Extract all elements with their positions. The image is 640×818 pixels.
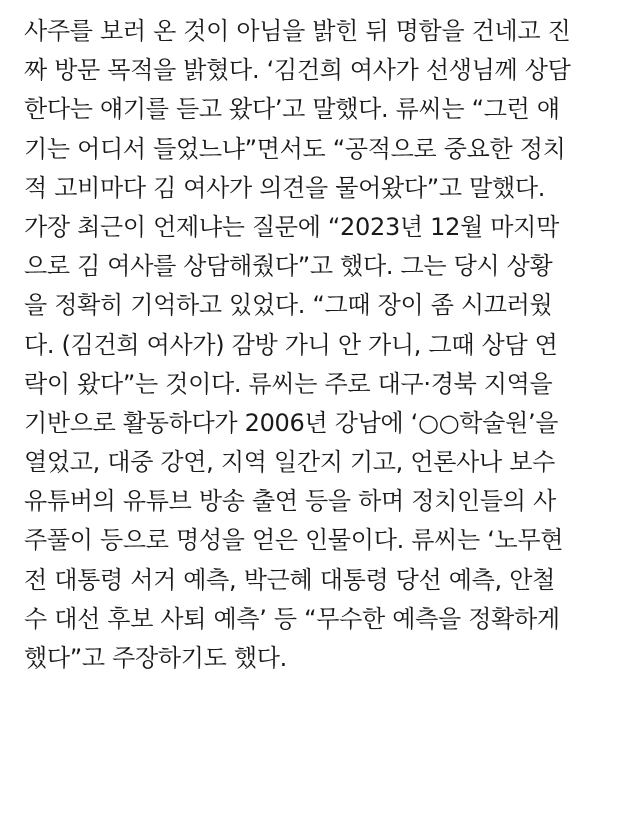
text-line: 열었고, 대중 강연, 지역 일간지 기고, 언론사나 보수 bbox=[24, 448, 555, 477]
text-line: 했다”고 주장하기도 했다. bbox=[24, 644, 287, 672]
text-line: 가장 최근이 언제냐는 질문에 “2023년 12월 마지막 bbox=[24, 212, 559, 241]
text-line: 유튜버의 유튜브 방송 출연 등을 하며 정치인들의 사 bbox=[24, 487, 556, 516]
text-line: 수 대선 후보 사퇴 예측’ 등 “무수한 예측을 정확하게 bbox=[24, 604, 560, 633]
text-line: 짜 방문 목적을 밝혔다. ‘김건희 여사가 선생님께 상담 bbox=[24, 56, 571, 85]
text-line: 한다는 얘기를 듣고 왔다’고 말했다. 류씨는 “그런 얘 bbox=[24, 95, 560, 124]
text-line: 으로 김 여사를 상담해줬다”고 했다. 그는 당시 상황 bbox=[24, 252, 553, 281]
text-line: 기는 어디서 들었느냐”면서도 “공적으로 중요한 정치 bbox=[24, 134, 566, 163]
article-body bbox=[24, 12, 624, 678]
text-line: 다. (김건희 여사가) 감방 가니 안 가니, 그때 상담 연 bbox=[24, 330, 558, 359]
text-line: 주풀이 등으로 명성을 얻은 인물이다. 류씨는 ‘노무현 bbox=[24, 526, 564, 555]
text-line: 락이 왔다”는 것이다. 류씨는 주로 대구·경북 지역을 bbox=[24, 369, 553, 398]
text-line: 전 대통령 서거 예측, 박근혜 대통령 당선 예측, 안철 bbox=[24, 565, 555, 594]
text-line: 기반으로 활동하다가 2006년 강남에 ‘○○학술원’을 bbox=[24, 408, 559, 437]
text-line: 을 정확히 기억하고 있었다. “그때 장이 좀 시끄러웠 bbox=[24, 291, 553, 320]
text-line: 사주를 보러 온 것이 아님을 밝힌 뒤 명함을 건네고 진 bbox=[24, 17, 571, 45]
text-line: 적 고비마다 김 여사가 의견을 물어왔다”고 말했다. bbox=[24, 173, 546, 202]
